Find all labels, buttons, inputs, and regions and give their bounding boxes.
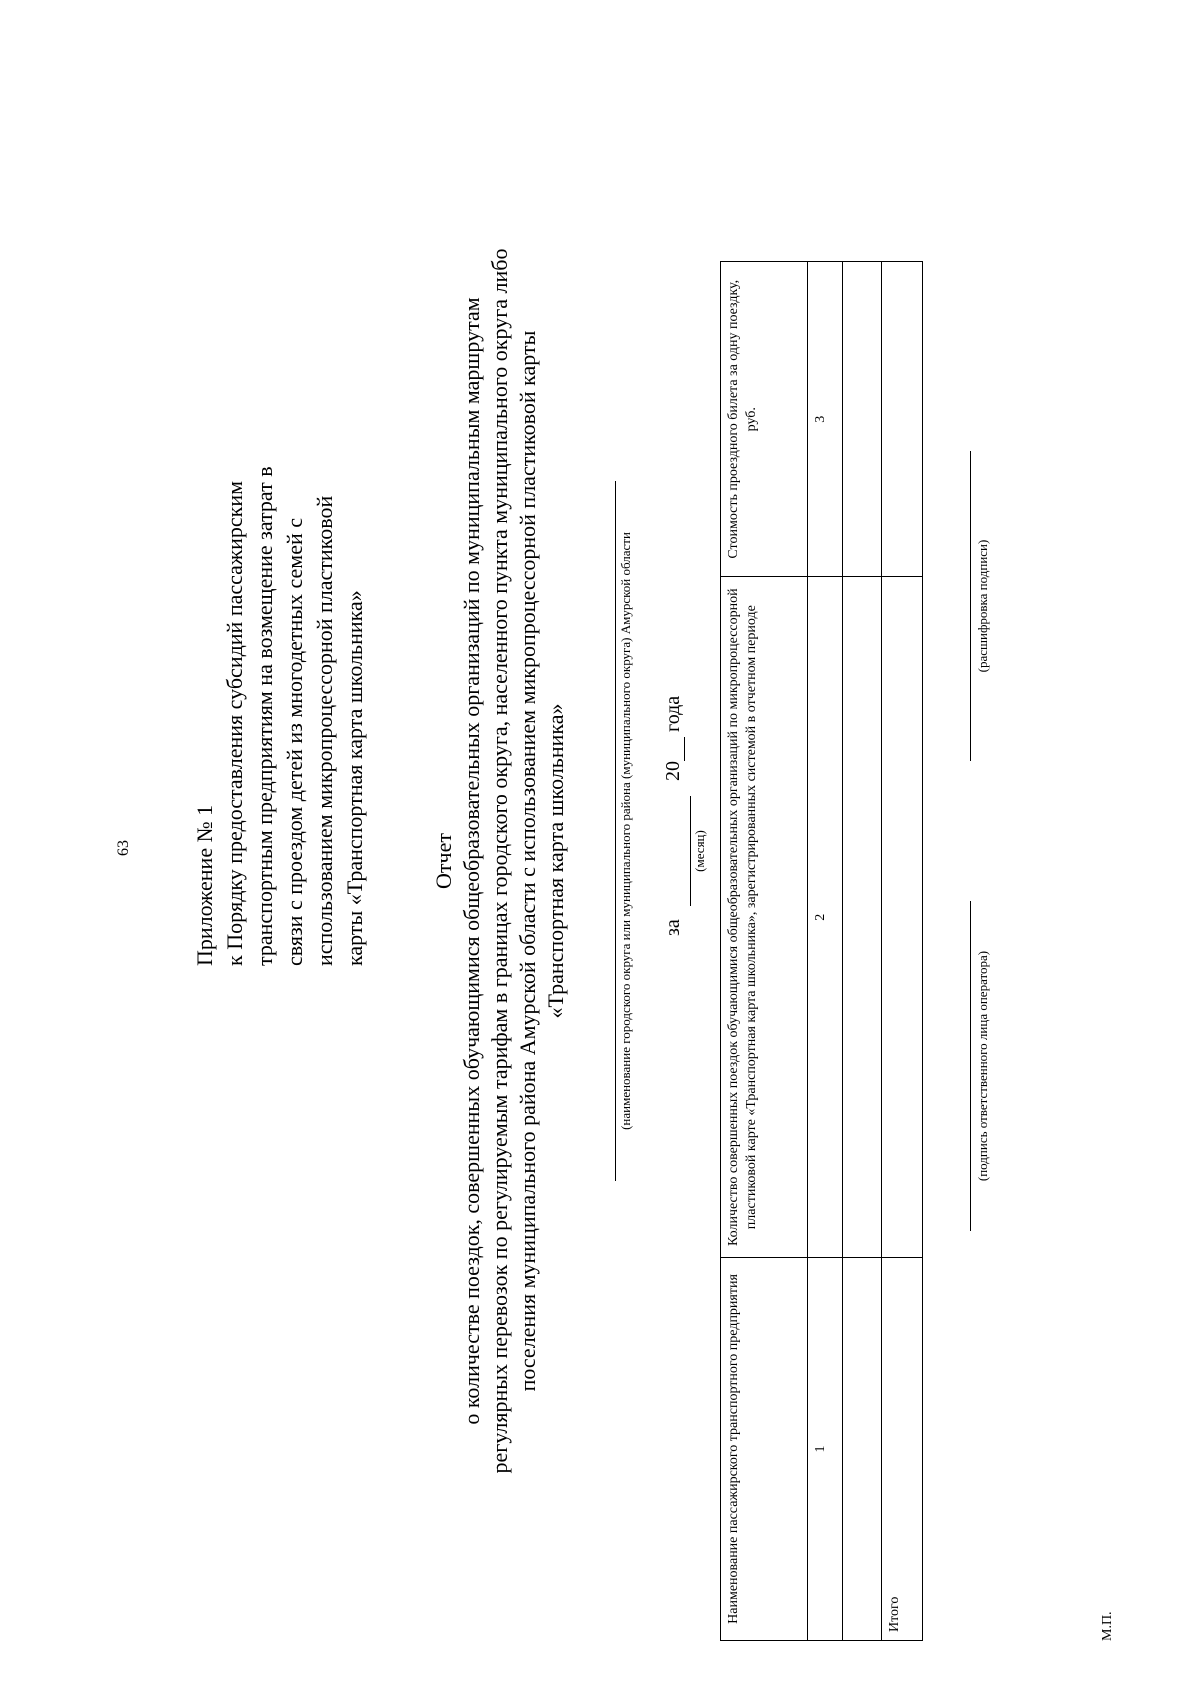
table-cell [843, 1257, 882, 1640]
month-caption: (месяц) [692, 830, 707, 872]
column-number-row [808, 262, 843, 1641]
header-cell: Количество совершенных поездок обучающимися общеобразовательных организаций по микропроцессорной пластиковой карте «Транспортная карта школьника», зарегистрированных системой в отчетном периоде [721, 577, 808, 1257]
report-title-line: регулярных перевозок по регулируемым тарифам в границах городского округа, населенного пункта муниципального округа либо [487, 248, 512, 1474]
table-header-row [721, 262, 808, 1641]
total-label: Итого [882, 1257, 923, 1640]
report-title [430, 141, 570, 1581]
operator-signature-line [970, 901, 971, 1231]
decode-signature-line [970, 451, 971, 761]
report-title-line: «Транспортная карта школьника» [543, 703, 568, 1019]
header-cell: Стоимость проездного билета за одну поездку, руб. [721, 262, 808, 577]
header-cell: Наименование пассажирского транспортного предприятия [721, 1257, 808, 1640]
region-fill-line [615, 481, 616, 1181]
period-prefix: за [662, 919, 684, 936]
appendix-line: использованием микропроцессорной пластиковой [312, 495, 337, 966]
report-title-line: о количестве поездок, совершенных обучающимися общеобразовательных организаций по муниципальным маршрутам [459, 297, 484, 1425]
table-row [843, 262, 882, 1641]
region-caption: (наименование городского округа или муниципального района (муниципального округа) Амурской области [618, 532, 633, 1130]
appendix-header [190, 66, 370, 966]
appendix-line: связи с проездом детей из многодетных семей с [282, 517, 307, 966]
table-cell [843, 577, 882, 1257]
page-number: 63 [115, 840, 132, 856]
appendix-line: транспортным предприятиям на возмещение затрат в [252, 466, 277, 966]
table-cell [843, 262, 882, 577]
column-number: 2 [808, 577, 843, 1257]
report-table [720, 261, 923, 1641]
total-row [882, 262, 923, 1641]
table-cell [882, 577, 923, 1257]
report-heading: Отчет [431, 833, 456, 889]
year-suffix: года [662, 695, 684, 732]
month-fill-line [690, 796, 691, 906]
appendix-line: Приложение № 1 [192, 804, 217, 966]
column-number: 1 [808, 1257, 843, 1640]
year-prefix: 20 [662, 761, 684, 781]
year-fill-blank [666, 737, 685, 761]
appendix-line: к Порядку предоставления субсидий пассажирским [222, 480, 247, 966]
decode-signature-caption: (расшифровка подписи) [975, 539, 990, 673]
stamp-place: М.П. [1100, 1611, 1115, 1641]
period-year [662, 696, 685, 781]
column-number: 3 [808, 262, 843, 577]
operator-signature-caption: (подпись ответственного лица оператора) [975, 950, 990, 1182]
appendix-line: карты «Транспортная карта школьника» [342, 590, 367, 966]
report-title-line: поселения муниципального района Амурской области с использованием микропроцессорной пластиковой карты [515, 330, 540, 1392]
table-cell [882, 262, 923, 577]
